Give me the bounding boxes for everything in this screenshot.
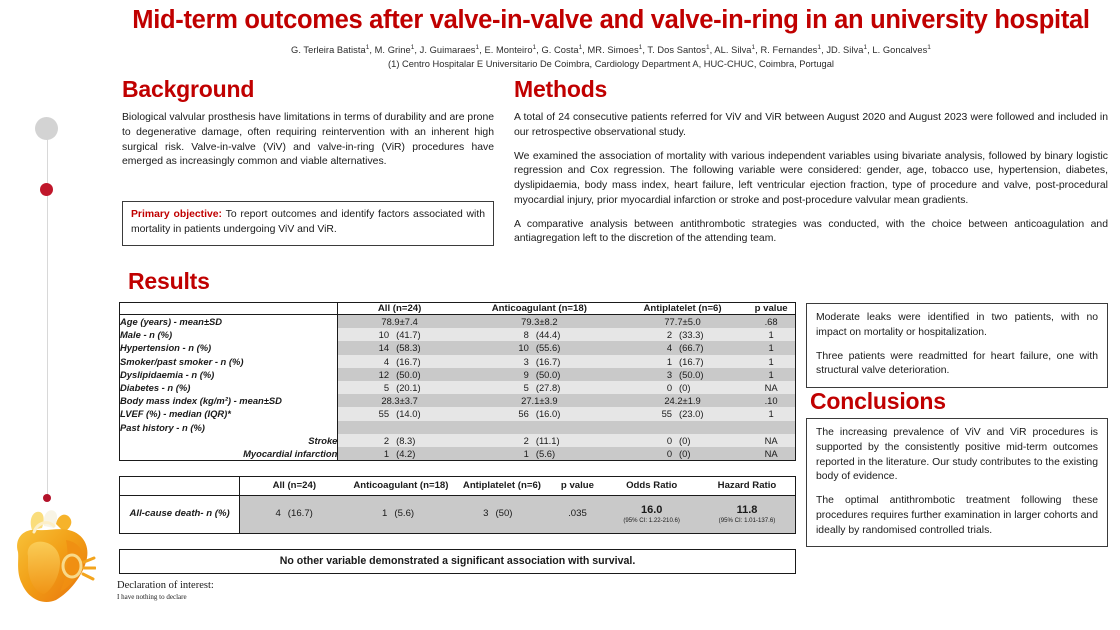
cell-antiplatelet <box>618 315 747 329</box>
row-label: Past history - n (%) <box>120 421 338 434</box>
poster-header <box>108 2 1114 69</box>
col-header-anticoagulant: Anticoagulant (n=18) <box>461 303 618 315</box>
cell-anticoagulant <box>461 368 618 381</box>
cell-all <box>338 381 461 394</box>
primary-objective-text <box>131 208 485 238</box>
row-label: Age (years) - mean±SD <box>120 315 338 329</box>
cell-antiplatelet <box>618 407 747 420</box>
row-label: Diabetes - n (%) <box>120 381 338 394</box>
cell-anticoagulant-value: 27.1±3.9 <box>521 395 558 407</box>
mort-pvalue-cell: .035 <box>551 495 605 533</box>
col-header-label <box>120 303 338 315</box>
background-section <box>122 76 494 170</box>
row-label: Stroke <box>120 434 338 447</box>
cell-anticoagulant-pct: (27.8) <box>535 382 561 394</box>
cell-antiplatelet-pct: (0) <box>679 447 691 459</box>
cell-anticoagulant-n: 10 <box>518 342 529 354</box>
cell-all <box>338 315 461 329</box>
cell-anticoagulant <box>461 355 618 368</box>
primary-objective-body: To report outcomes and identify factors associated with mortality in patients undergoing ViV and ViR. <box>131 209 486 235</box>
cell-antiplatelet-pct: (16.7) <box>679 355 704 367</box>
mort-col-header-odds-ratio: Odds Ratio <box>604 477 699 496</box>
mortality-outcome-table <box>119 476 796 534</box>
cell-antiplatelet-n: 0 <box>666 382 673 394</box>
cell-antiplatelet-value: 24.2±1.9 <box>664 395 701 407</box>
mortality-table-head <box>120 477 796 496</box>
heart-illustration <box>4 500 96 608</box>
affiliation-line: (1) Centro Hospitalar E Universitario De Coimbra, Cardiology Department A, HUC-CHUC, Coimbra, Portugal <box>388 58 834 69</box>
mort-all-cell <box>240 495 349 533</box>
cell-pvalue: 1 <box>747 407 795 420</box>
background-heading: Background <box>122 76 255 102</box>
cell-anticoagulant-pct: (11.1) <box>535 434 560 446</box>
cell-all <box>338 341 461 354</box>
cell-anticoagulant-pct: (16.0) <box>535 408 561 420</box>
cell-antiplatelet-n: 1 <box>666 355 673 367</box>
mortality-header-row <box>120 477 796 496</box>
mort-ac-n: 1 <box>382 508 388 520</box>
methods-paragraph-3: A comparative analysis between antithrombotic strategies was conducted, with the choice between anticoagulation and antiagregation left to the discretion of the attending team. <box>514 218 1108 245</box>
cell-antiplatelet-n: 2 <box>666 329 673 341</box>
findings-paragraph-1: Moderate leaks were identified in two patients, with no impact on mortality or hospitalization. <box>816 312 1098 338</box>
col-header-all: All (n=24) <box>338 303 461 315</box>
table-row <box>120 394 796 407</box>
table-row <box>120 495 796 533</box>
cell-antiplatelet-n: 3 <box>666 368 673 380</box>
cell-antiplatelet <box>618 381 747 394</box>
timeline-dot-red-upper <box>40 183 53 196</box>
additional-findings-panel <box>806 303 1108 388</box>
mort-col-header-label <box>120 477 240 496</box>
table-row <box>120 355 796 368</box>
odds-ratio-value: 16.0 <box>640 503 663 516</box>
cell-all-pct: (41.7) <box>396 329 421 341</box>
cell-pvalue: 1 <box>747 328 795 341</box>
cell-antiplatelet <box>618 368 747 381</box>
mort-ap-n: 3 <box>483 508 489 520</box>
mort-hazard-ratio-cell <box>699 495 796 533</box>
table-row <box>120 315 796 329</box>
cell-anticoagulant-n: 9 <box>523 368 529 380</box>
row-label: Smoker/past smoker - n (%) <box>120 355 338 368</box>
cell-anticoagulant <box>461 328 618 341</box>
cell-pvalue: 1 <box>747 368 795 381</box>
results-heading: Results <box>128 268 210 294</box>
cell-pvalue: .10 <box>747 394 795 407</box>
mort-col-header-pvalue: p value <box>551 477 605 496</box>
results-section-header <box>128 268 210 303</box>
methods-paragraph-1: A total of 24 consecutive patients referred for ViV and ViR between August 2020 and August 2023 were followed and included in our retrospective observational study. <box>514 112 1108 138</box>
primary-objective-box <box>122 201 494 246</box>
cell-anticoagulant-pct: (16.7) <box>535 355 561 367</box>
table-row <box>120 328 796 341</box>
cell-all-pct: (14.0) <box>396 408 421 420</box>
cell-pvalue: NA <box>747 381 795 394</box>
cell-anticoagulant-n: 5 <box>523 382 529 394</box>
timeline-dot-gray <box>35 117 58 140</box>
cell-anticoagulant-n: 3 <box>523 355 529 367</box>
mort-all-pct: (16.7) <box>287 508 313 520</box>
findings-paragraph-2: Three patients were readmitted for heart failure, one with structural valve deterioration. <box>816 350 1098 377</box>
cell-antiplatelet <box>618 341 747 354</box>
conclusions-paragraph-2: The optimal antithrombotic treatment following these procedures requires further examination in larger cohorts and ideally by randomised controlled trials. <box>816 495 1098 536</box>
col-header-pvalue: p value <box>747 303 795 315</box>
table-row <box>120 381 796 394</box>
cell-antiplatelet-pct: (66.7) <box>679 342 704 354</box>
row-label: Myocardial infarction <box>120 447 338 461</box>
conclusions-panel <box>806 418 1108 547</box>
baseline-characteristics-table <box>119 302 796 461</box>
cell-anticoagulant <box>461 341 618 354</box>
baseline-table-head <box>120 303 796 315</box>
cell-all <box>338 434 461 447</box>
declaration-of-interest <box>117 580 214 601</box>
mort-ap-cell <box>453 495 550 533</box>
cell-pvalue: 1 <box>747 355 795 368</box>
row-label: Male - n (%) <box>120 328 338 341</box>
mort-ap-pct: (50) <box>495 508 513 520</box>
table-row <box>120 434 796 447</box>
decorative-left-rail <box>0 0 108 630</box>
cell-antiplatelet <box>618 394 747 407</box>
col-header-antiplatelet: Antiplatelet (n=6) <box>618 303 747 315</box>
cell-all <box>338 407 461 420</box>
cell-antiplatelet <box>618 447 747 461</box>
mort-col-header-all: All (n=24) <box>240 477 349 496</box>
cell-antiplatelet-pct: (0) <box>679 434 691 446</box>
author-list: G. Terleira Batista$^1$, M. Grine$^1$, J. Guimaraes$^1$, E. Monteiro$^1$, G. Costa$^1$, MR. Simoes$^1$, T. Dos Santos$^1$, AL. Silva$^1$, R. Fernandes$^1$, JD. Silva$^1$, L. Goncalves$^1$ <box>291 43 931 55</box>
cell-all <box>338 447 461 461</box>
cell-antiplatelet-pct: (50.0) <box>679 368 704 380</box>
mortality-table-body <box>120 495 796 533</box>
cell-all <box>338 394 461 407</box>
baseline-table-body <box>120 315 796 461</box>
cell-anticoagulant-pct: (44.4) <box>535 329 561 341</box>
cell-antiplatelet-n: 55 <box>661 408 673 420</box>
mort-col-header-hazard-ratio: Hazard Ratio <box>699 477 796 496</box>
cell-anticoagulant-value: 79.3±8.2 <box>521 316 558 328</box>
mort-row-label: All-cause death- n (%) <box>120 495 240 533</box>
table-header-row <box>120 303 796 315</box>
mort-odds-ratio-cell <box>604 495 699 533</box>
conclusions-paragraph-1: The increasing prevalence of ViV and ViR procedures is supported by the consistently positive mid-term outcomes reported in the literature. Our study contributes to the existing body of evidence. <box>816 427 1098 483</box>
mort-all-n: 4 <box>275 508 281 520</box>
methods-section <box>514 76 1108 247</box>
cell-antiplatelet-value: 77.7±5.0 <box>664 316 701 328</box>
cell-all <box>338 328 461 341</box>
cell-antiplatelet-pct: (23.0) <box>679 408 704 420</box>
hazard-ratio-value: 11.8 <box>736 503 758 516</box>
cell-anticoagulant <box>461 407 618 420</box>
row-label: Body mass index (kg/m²) - mean±SD <box>120 394 338 407</box>
cell-all-pct: (8.3) <box>396 434 416 446</box>
row-label: Dyslipidaemia - n (%) <box>120 368 338 381</box>
table-row <box>120 447 796 461</box>
cell-all-value: 28.3±3.7 <box>381 395 418 407</box>
cell-anticoagulant <box>461 381 618 394</box>
declaration-text: I have nothing to declare <box>117 593 187 601</box>
cell-antiplatelet <box>618 421 747 434</box>
cell-antiplatelet-n: 0 <box>666 447 673 459</box>
page-title: Mid-term outcomes after valve-in-valve and valve-in-ring in an university hospital <box>132 6 1090 34</box>
background-paragraph: Biological valvular prosthesis have limitations in terms of durability and are prone to degenerative damage, often requiring reintervention with an inherent high surgical risk. Valve-in-valve (ViV) and valve-in-ring (ViR) procedures have emerged as increasingly common and viable alternatives. <box>122 112 494 168</box>
cell-anticoagulant-n: 1 <box>523 447 529 459</box>
cell-all-pct: (20.1) <box>396 382 421 394</box>
mort-col-header-anticoagulant: Anticoagulant (n=18) <box>348 477 453 496</box>
cell-antiplatelet-pct: (33.3) <box>679 329 704 341</box>
methods-heading: Methods <box>514 76 608 102</box>
cell-all <box>338 368 461 381</box>
primary-objective-label: Primary objective: <box>131 209 223 220</box>
table-row <box>120 407 796 420</box>
cell-all-value: 78.9±7.4 <box>381 316 418 328</box>
cell-anticoagulant-n: 56 <box>518 408 529 420</box>
cell-all-n: 14 <box>378 342 390 354</box>
cell-all-pct: (50.0) <box>396 368 421 380</box>
cell-pvalue <box>747 421 795 434</box>
mort-ac-pct: (5.6) <box>394 508 415 520</box>
cell-all-n: 4 <box>383 355 390 367</box>
cell-antiplatelet <box>618 328 747 341</box>
table-row <box>120 341 796 354</box>
cell-all-n: 2 <box>383 434 390 446</box>
row-label: Hypertension - n (%) <box>120 341 338 354</box>
cell-all-n: 12 <box>378 368 390 380</box>
cell-all-pct: (16.7) <box>396 355 421 367</box>
cell-anticoagulant <box>461 394 618 407</box>
cell-pvalue: .68 <box>747 315 795 329</box>
declaration-title: Declaration of interest: <box>117 580 214 591</box>
cell-anticoagulant <box>461 447 618 461</box>
table-row <box>120 368 796 381</box>
cell-all <box>338 421 461 434</box>
cell-anticoagulant-n: 8 <box>523 329 529 341</box>
cell-antiplatelet-n: 0 <box>666 434 673 446</box>
cell-all-pct: (58.3) <box>396 342 421 354</box>
odds-ratio-ci: (95% CI: 1.22-210.6) <box>623 516 680 524</box>
cell-anticoagulant-pct: (5.6) <box>535 447 556 459</box>
cell-pvalue: 1 <box>747 341 795 354</box>
mort-ac-cell <box>348 495 453 533</box>
cell-anticoagulant <box>461 315 618 329</box>
cell-anticoagulant-pct: (50.0) <box>535 368 561 380</box>
table-row <box>120 421 796 434</box>
cell-all-n: 5 <box>383 382 390 394</box>
methods-paragraph-2: We examined the association of mortality with various independent variables using bivariate analysis, followed by binary logistic regression and Cox regression. The following variable were considered: gender, age, tobacco use, hypertension, diabetes, dyslipidaemia, body mass index, heart failure, left ventricular ejection fraction, type of procedure and valve, post-procedural myocardial injury, prior myocardial infarction or stroke and post-procedure valvular mean gradients. <box>514 150 1108 206</box>
cell-all-n: 55 <box>378 408 390 420</box>
cell-anticoagulant <box>461 421 618 434</box>
cell-all-pct: (4.2) <box>396 447 416 459</box>
cell-pvalue: NA <box>747 434 795 447</box>
conclusions-heading: Conclusions <box>810 388 946 414</box>
mort-col-header-antiplatelet: Antiplatelet (n=6) <box>453 477 550 496</box>
cell-anticoagulant-pct: (55.6) <box>535 342 561 354</box>
cell-antiplatelet <box>618 434 747 447</box>
mortality-table-footnote: No other variable demonstrated a significant association with survival. <box>119 549 796 574</box>
hazard-ratio-ci: (95% CI: 1.01-137.6) <box>718 516 776 524</box>
cell-all <box>338 355 461 368</box>
cell-anticoagulant <box>461 434 618 447</box>
row-label: LVEF (%) - median (IQR)* <box>120 407 338 420</box>
cell-antiplatelet-n: 4 <box>666 342 673 354</box>
cell-pvalue: NA <box>747 447 795 461</box>
cell-all-n: 1 <box>383 447 390 459</box>
cell-antiplatelet <box>618 355 747 368</box>
cell-antiplatelet-pct: (0) <box>679 382 691 394</box>
cell-anticoagulant-n: 2 <box>523 434 529 446</box>
cell-all-n: 10 <box>378 329 390 341</box>
